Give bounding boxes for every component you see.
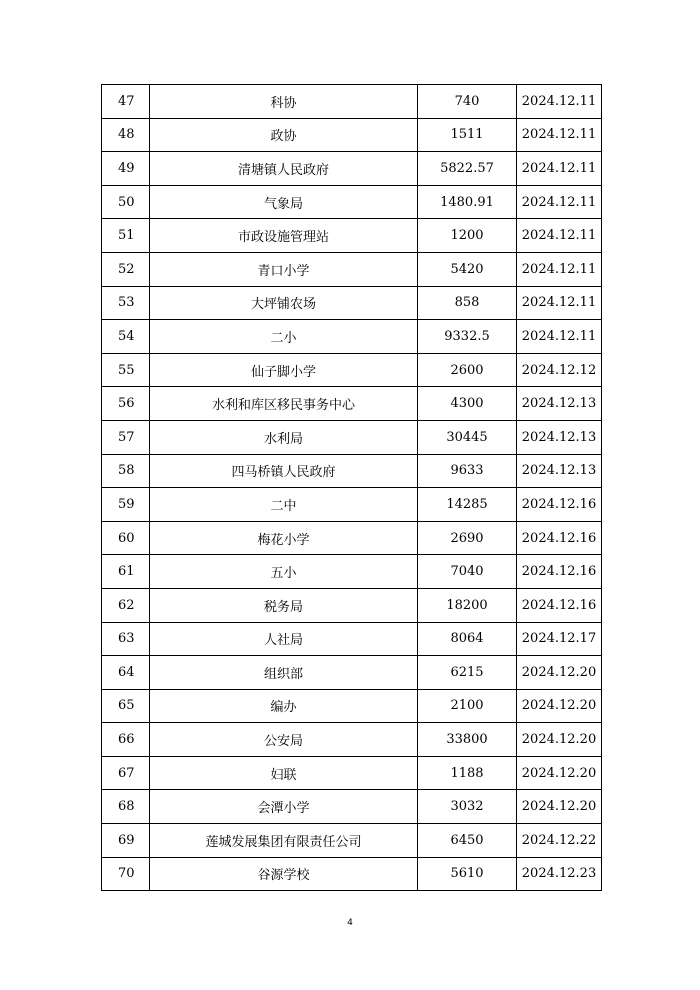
row-number-cell: 70 <box>102 857 150 891</box>
unit-name-cell: 气象局 <box>150 185 418 219</box>
amount-cell: 3032 <box>418 790 517 824</box>
date-cell: 2024.12.20 <box>517 656 602 690</box>
unit-name-cell: 科协 <box>150 85 418 119</box>
row-number-cell: 62 <box>102 588 150 622</box>
table-row <box>102 420 602 454</box>
row-number-cell: 68 <box>102 790 150 824</box>
date-cell: 2024.12.13 <box>517 420 602 454</box>
table-row <box>102 790 602 824</box>
unit-name-cell: 二中 <box>150 488 418 522</box>
date-cell: 2024.12.13 <box>517 454 602 488</box>
page-number: 4 <box>347 918 353 928</box>
amount-cell: 7040 <box>418 555 517 589</box>
date-cell: 2024.12.11 <box>517 152 602 186</box>
date-cell: 2024.12.11 <box>517 320 602 354</box>
unit-name-cell: 水利和库区移民事务中心 <box>150 387 418 421</box>
amount-cell: 1188 <box>418 756 517 790</box>
date-cell: 2024.12.11 <box>517 286 602 320</box>
table-body <box>102 85 602 891</box>
amount-cell: 14285 <box>418 488 517 522</box>
data-table <box>101 84 602 891</box>
date-cell: 2024.12.11 <box>517 118 602 152</box>
row-number-cell: 53 <box>102 286 150 320</box>
unit-name-cell: 梅花小学 <box>150 521 418 555</box>
amount-cell: 1511 <box>418 118 517 152</box>
table-row <box>102 756 602 790</box>
table-row <box>102 320 602 354</box>
amount-cell: 9633 <box>418 454 517 488</box>
table-row <box>102 622 602 656</box>
unit-name-cell: 妇联 <box>150 756 418 790</box>
unit-name-cell: 编办 <box>150 689 418 723</box>
row-number-cell: 65 <box>102 689 150 723</box>
amount-cell: 5420 <box>418 252 517 286</box>
row-number-cell: 48 <box>102 118 150 152</box>
table-row <box>102 185 602 219</box>
amount-cell: 30445 <box>418 420 517 454</box>
amount-cell: 6450 <box>418 824 517 858</box>
date-cell: 2024.12.11 <box>517 185 602 219</box>
table-row <box>102 656 602 690</box>
unit-name-cell: 莲城发展集团有限责任公司 <box>150 824 418 858</box>
row-number-cell: 54 <box>102 320 150 354</box>
table-row <box>102 857 602 891</box>
amount-cell: 9332.5 <box>418 320 517 354</box>
date-cell: 2024.12.11 <box>517 252 602 286</box>
date-cell: 2024.12.22 <box>517 824 602 858</box>
table-row <box>102 85 602 119</box>
amount-cell: 1200 <box>418 219 517 253</box>
row-number-cell: 55 <box>102 353 150 387</box>
table-row <box>102 824 602 858</box>
row-number-cell: 60 <box>102 521 150 555</box>
date-cell: 2024.12.20 <box>517 790 602 824</box>
date-cell: 2024.12.20 <box>517 723 602 757</box>
table-row <box>102 152 602 186</box>
row-number-cell: 47 <box>102 85 150 119</box>
table-row <box>102 454 602 488</box>
date-cell: 2024.12.17 <box>517 622 602 656</box>
unit-name-cell: 四马桥镇人民政府 <box>150 454 418 488</box>
table-row <box>102 723 602 757</box>
date-cell: 2024.12.20 <box>517 689 602 723</box>
unit-name-cell: 大坪铺农场 <box>150 286 418 320</box>
amount-cell: 6215 <box>418 656 517 690</box>
amount-cell: 2100 <box>418 689 517 723</box>
date-cell: 2024.12.13 <box>517 387 602 421</box>
date-cell: 2024.12.16 <box>517 588 602 622</box>
amount-cell: 4300 <box>418 387 517 421</box>
date-cell: 2024.12.11 <box>517 219 602 253</box>
date-cell: 2024.12.16 <box>517 555 602 589</box>
unit-name-cell: 政协 <box>150 118 418 152</box>
table-row <box>102 488 602 522</box>
unit-name-cell: 会潭小学 <box>150 790 418 824</box>
table-row <box>102 219 602 253</box>
amount-cell: 1480.91 <box>418 185 517 219</box>
row-number-cell: 51 <box>102 219 150 253</box>
amount-cell: 740 <box>418 85 517 119</box>
row-number-cell: 66 <box>102 723 150 757</box>
unit-name-cell: 公安局 <box>150 723 418 757</box>
table-row <box>102 555 602 589</box>
table-row <box>102 689 602 723</box>
amount-cell: 858 <box>418 286 517 320</box>
amount-cell: 18200 <box>418 588 517 622</box>
unit-name-cell: 二小 <box>150 320 418 354</box>
row-number-cell: 49 <box>102 152 150 186</box>
amount-cell: 8064 <box>418 622 517 656</box>
unit-name-cell: 组织部 <box>150 656 418 690</box>
row-number-cell: 58 <box>102 454 150 488</box>
unit-name-cell: 税务局 <box>150 588 418 622</box>
amount-cell: 33800 <box>418 723 517 757</box>
amount-cell: 5610 <box>418 857 517 891</box>
row-number-cell: 61 <box>102 555 150 589</box>
row-number-cell: 67 <box>102 756 150 790</box>
row-number-cell: 50 <box>102 185 150 219</box>
table-row <box>102 353 602 387</box>
unit-name-cell: 谷源学校 <box>150 857 418 891</box>
unit-name-cell: 水利局 <box>150 420 418 454</box>
table-row <box>102 118 602 152</box>
unit-name-cell: 清塘镇人民政府 <box>150 152 418 186</box>
table-row <box>102 588 602 622</box>
row-number-cell: 57 <box>102 420 150 454</box>
unit-name-cell: 青口小学 <box>150 252 418 286</box>
amount-cell: 5822.57 <box>418 152 517 186</box>
date-cell: 2024.12.23 <box>517 857 602 891</box>
row-number-cell: 63 <box>102 622 150 656</box>
date-cell: 2024.12.20 <box>517 756 602 790</box>
unit-name-cell: 人社局 <box>150 622 418 656</box>
row-number-cell: 69 <box>102 824 150 858</box>
date-cell: 2024.12.16 <box>517 488 602 522</box>
table-row <box>102 387 602 421</box>
date-cell: 2024.12.11 <box>517 85 602 119</box>
row-number-cell: 64 <box>102 656 150 690</box>
amount-cell: 2600 <box>418 353 517 387</box>
row-number-cell: 59 <box>102 488 150 522</box>
date-cell: 2024.12.16 <box>517 521 602 555</box>
row-number-cell: 52 <box>102 252 150 286</box>
unit-name-cell: 仙子脚小学 <box>150 353 418 387</box>
date-cell: 2024.12.12 <box>517 353 602 387</box>
amount-cell: 2690 <box>418 521 517 555</box>
table-row <box>102 252 602 286</box>
unit-name-cell: 市政设施管理站 <box>150 219 418 253</box>
row-number-cell: 56 <box>102 387 150 421</box>
table-row <box>102 286 602 320</box>
table-row <box>102 521 602 555</box>
unit-name-cell: 五小 <box>150 555 418 589</box>
